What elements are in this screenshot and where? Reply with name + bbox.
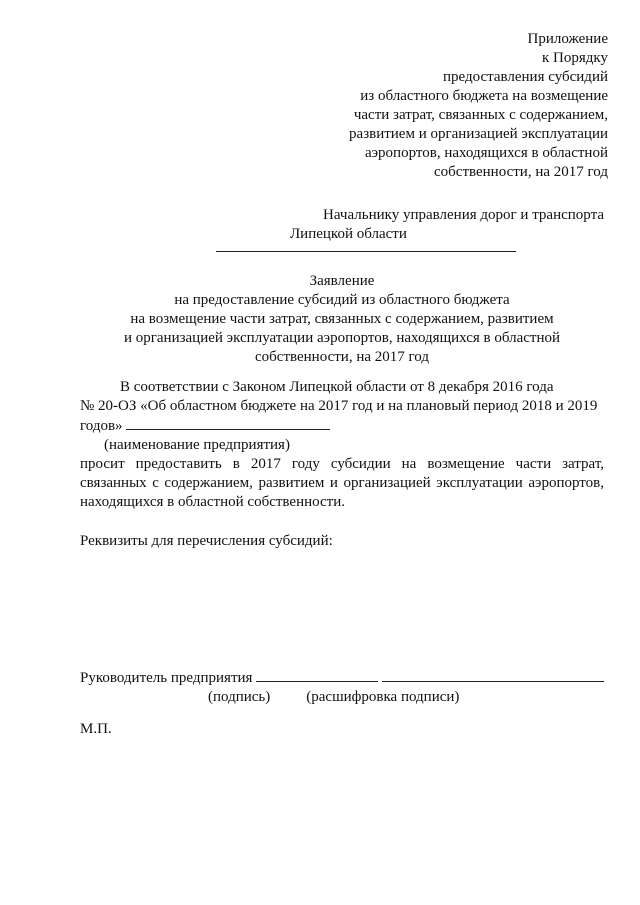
signature-caption: (подпись) [208,689,271,705]
signature-line [80,668,620,688]
annex-line: аэропортов, находящихся в областной [364,145,608,161]
annex-line: части затрат, связанных с содержанием, [353,107,608,123]
title-line: собственности, на 2017 год [255,349,429,365]
company-caption: (наименование предприятия) [104,437,290,453]
annex-line: к Порядку [542,50,608,66]
annex-line: предоставления субсидий [442,69,608,85]
annex-line: развитием и организацией эксплуатации [349,126,608,142]
document-title [80,272,604,367]
addressee-line: Начальнику управления дорог и транспорта [323,207,604,223]
addressee-block [200,206,604,252]
annex-line: Приложение [527,31,608,47]
body-paragraph: просит предоставить в 2017 году субсидии на возмещение части затрат, связанных с содержанием, развитием и организацией эксплуатации аэропортов, находящихся в областной собственности. [80,456,604,510]
signature-name-fill-line [382,668,604,682]
addressee-line: Липецкой области [290,226,407,242]
body-line-company [80,416,604,436]
title-line: на предоставление субсидий из областного бюджета [174,292,510,308]
title-line: на возмещение части затрат, связанных с содержанием, развитием [130,311,554,327]
signature-captions [80,688,620,707]
annex-line: собственности, на 2017 год [434,164,608,180]
signature-fill-line [256,668,378,682]
stamp-placeholder: М.П. [80,721,112,737]
annex-block [349,30,608,182]
document-body [80,378,604,512]
addressee-fill-line [216,248,516,252]
signature-block [80,668,620,707]
signature-label: Руководитель предприятия [80,670,257,686]
annex-line: из областного бюджета на возмещение [360,88,608,104]
signature-name-caption: (расшифровка подписи) [306,689,460,705]
requisites-label: Реквизиты для перечисления субсидий: [80,533,333,549]
body-line: В соответствии с Законом Липецкой области от 8 декабря 2016 года [120,379,554,395]
company-name-fill-line [126,416,330,430]
body-line-prefix: годов» [80,418,127,434]
body-line: № 20-ОЗ «Об областном бюджете на 2017 год и на плановый период 2018 и 2019 [80,398,598,414]
title-line: и организацией эксплуатации аэропортов, находящихся в областной [123,330,561,346]
title-heading: Заявление [309,273,375,289]
